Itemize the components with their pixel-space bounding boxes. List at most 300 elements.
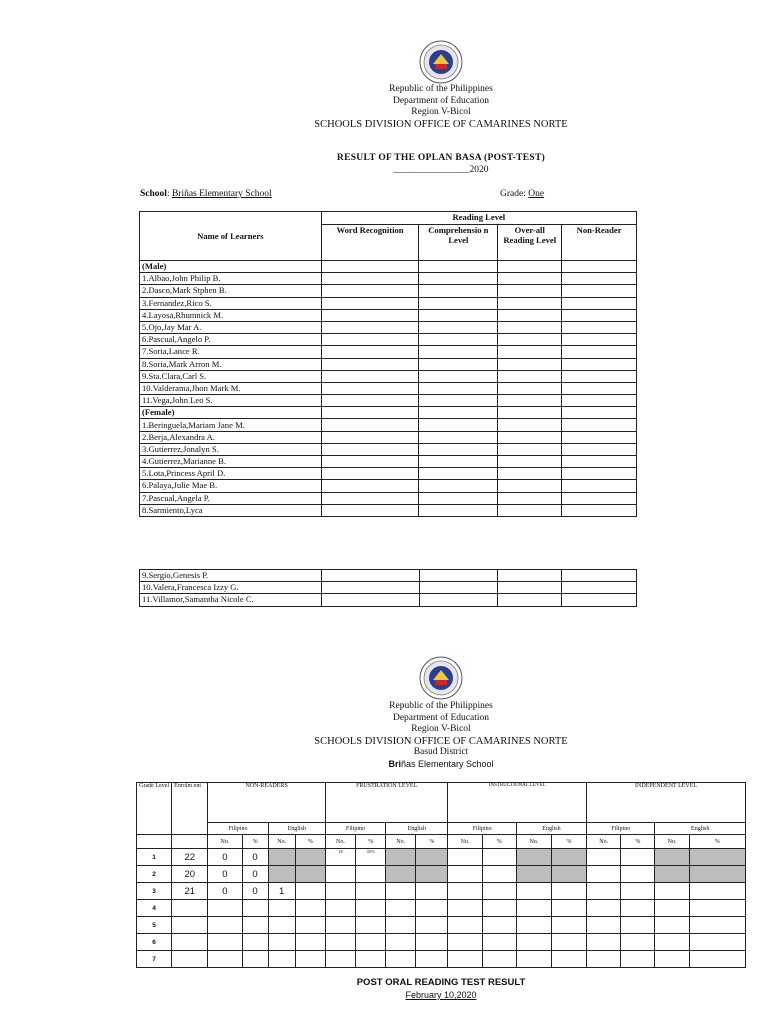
summary-cell: [448, 917, 482, 934]
cell-grade: 5: [137, 917, 172, 934]
reading-cell: [562, 382, 637, 394]
summary-cell: [655, 849, 689, 866]
reading-cell: [419, 395, 498, 407]
table-row: [140, 273, 637, 285]
summary-cell: [386, 883, 416, 900]
table-row: [140, 570, 637, 582]
table-row: [140, 419, 637, 431]
female-cont-rows: [140, 570, 637, 607]
col-no: No.: [516, 835, 551, 849]
male-section-row: [140, 261, 637, 273]
cell-nr-eng-no: [268, 951, 295, 968]
summary-cell: [295, 883, 325, 900]
summary-cell: [356, 883, 386, 900]
reading-cell: [321, 570, 419, 582]
summary-cell: [689, 866, 745, 883]
reading-cell: [419, 456, 498, 468]
summary-cell: [587, 917, 621, 934]
header-1: [234, 84, 648, 130]
reading-cell: [562, 431, 637, 443]
cell-nr-eng-no: [268, 866, 295, 883]
summary-cell: [516, 849, 551, 866]
header2-region: Region V-Bicol: [411, 724, 471, 734]
summary-row: [137, 866, 746, 883]
summary-cell: [551, 900, 586, 917]
cell-nr-eng-no: [268, 917, 295, 934]
cell-nr-fil-pct: [242, 934, 268, 951]
reading-cell: [562, 570, 637, 582]
reading-cell: [562, 443, 637, 455]
male-label: (Male): [140, 261, 322, 273]
summary-cell: [689, 934, 745, 951]
learner-name: 5.Lota,Princess April D.: [140, 468, 322, 480]
col-reading-level: Reading Level: [321, 212, 636, 225]
cell-grade: 3: [137, 883, 172, 900]
learner-name: 1.Beringuela,Mariam Jane M.: [140, 419, 322, 431]
summary-cell: [386, 849, 416, 866]
col-instructional: INSTRUCTIONAL LEVEL: [448, 783, 587, 823]
summary-cell: [416, 934, 448, 951]
summary-row: [137, 917, 746, 934]
summary-cell: [325, 866, 355, 883]
summary-row: [137, 934, 746, 951]
reading-cell: [321, 382, 419, 394]
col-no: No.: [448, 835, 482, 849]
reading-cell: [498, 382, 562, 394]
cell-nr-fil-no: [208, 900, 242, 917]
learner-name: 6.Palaya,Julie Mae B.: [140, 480, 322, 492]
reading-cell: [562, 346, 637, 358]
summary-cell: [325, 917, 355, 934]
table-row: [140, 594, 637, 606]
table-row: [140, 492, 637, 504]
reading-cell: [498, 594, 562, 606]
learner-name: 4.Gutierrez,Marianne B.: [140, 456, 322, 468]
date-year: 2020: [469, 165, 489, 175]
learners-table-continued: [139, 569, 637, 607]
summary-cell: [386, 917, 416, 934]
learner-name: 8.Soria,Mark Arron M.: [140, 358, 322, 370]
reading-cell: [419, 382, 498, 394]
reading-cell: [498, 334, 562, 346]
summary-cell: [356, 900, 386, 917]
col-non-readers: NON-READERS: [208, 783, 326, 823]
grade-line: [500, 189, 544, 199]
header2-school: [234, 759, 648, 771]
summary-cell: [587, 934, 621, 951]
col-no: No.: [655, 835, 689, 849]
reading-cell: [321, 395, 419, 407]
reading-cell: [498, 431, 562, 443]
summary-cell: [587, 951, 621, 968]
reading-cell: [562, 419, 637, 431]
reading-cell: [498, 273, 562, 285]
col-grade-level: Grade Level: [137, 783, 172, 835]
table-header-row: [140, 212, 637, 225]
summary-language-row: [137, 823, 746, 835]
reading-cell: [562, 594, 637, 606]
summary-cell: [295, 866, 325, 883]
summary-cell: [621, 849, 655, 866]
reading-cell: [562, 468, 637, 480]
reading-cell: [321, 594, 419, 606]
summary-cell: [689, 849, 745, 866]
cell-nr-fil-pct: 0: [242, 883, 268, 900]
reading-cell: [498, 370, 562, 382]
cell-nr-eng-no: [268, 900, 295, 917]
grade-label: Grade: [500, 189, 524, 199]
deped-seal-1: [419, 40, 463, 89]
summary-rows: [137, 849, 746, 968]
summary-cell: [516, 951, 551, 968]
header2-department: Department of Education: [392, 712, 490, 723]
date-blank: ________________: [393, 165, 470, 175]
reading-cell: [562, 297, 637, 309]
col-overall: Over-all Reading Level: [498, 224, 562, 261]
col-no: No.: [386, 835, 416, 849]
summary-cell: [482, 866, 516, 883]
reading-cell: [419, 346, 498, 358]
summary-cell: [655, 934, 689, 951]
col-no: No.: [587, 835, 621, 849]
col-word-recognition: Word Recognition: [321, 224, 419, 261]
col-pct: %: [242, 835, 268, 849]
reading-cell: [419, 419, 498, 431]
footer-title: POST ORAL READING TEST RESULT: [356, 977, 526, 988]
summary-cell: [689, 917, 745, 934]
summary-cell: [621, 934, 655, 951]
male-rows: [140, 273, 637, 407]
cell-grade: 4: [137, 900, 172, 917]
cell-enrol: 21: [172, 883, 208, 900]
learner-name: 6.Pascual,Angelo P.: [140, 334, 322, 346]
reading-cell: [419, 431, 498, 443]
learner-name: 3.Gutierrez,Jonalyn S.: [140, 443, 322, 455]
table-row: [140, 582, 637, 594]
summary-cell: [295, 900, 325, 917]
col-pct: %: [482, 835, 516, 849]
cell-enrol: [172, 900, 208, 917]
cell-nr-fil-no: 0: [208, 849, 242, 866]
table-row: [140, 382, 637, 394]
reading-cell: [321, 273, 419, 285]
summary-cell: [325, 951, 355, 968]
cell-nr-fil-no: 0: [208, 866, 242, 883]
table-row: [140, 334, 637, 346]
summary-cell: [516, 900, 551, 917]
reading-cell: [419, 492, 498, 504]
summary-cell: [516, 883, 551, 900]
summary-cell: [295, 934, 325, 951]
table-row: [140, 370, 637, 382]
summary-cell: [516, 917, 551, 934]
grade-sep: :: [523, 189, 529, 199]
header-republic: Republic of the Philippines: [389, 84, 493, 94]
reading-cell: [419, 297, 498, 309]
col-frustration: FRUSTRATION LEVEL: [325, 783, 448, 823]
summary-cell: [356, 934, 386, 951]
summary-cell: [448, 934, 482, 951]
summary-cell: [448, 866, 482, 883]
col-enrolment: Enrolm ent: [172, 783, 208, 835]
learner-name: 1.Albao,John Philip B.: [140, 273, 322, 285]
table-row: [140, 443, 637, 455]
cell-grade: 6: [137, 934, 172, 951]
summary-cell: [482, 934, 516, 951]
summary-cell: [621, 866, 655, 883]
summary-cell: [621, 900, 655, 917]
reading-cell: [562, 456, 637, 468]
reading-cell: [321, 309, 419, 321]
col-pct: %: [551, 835, 586, 849]
table-row: [140, 395, 637, 407]
summary-cell: [587, 900, 621, 917]
cell-nr-eng-no: 1: [268, 883, 295, 900]
summary-cell: [295, 849, 325, 866]
reading-cell: [419, 504, 498, 516]
table-row: [140, 468, 637, 480]
female-rows: [140, 419, 637, 517]
header-2: [234, 701, 648, 770]
learner-name: 10.Valderama,Jhon Mark M.: [140, 382, 322, 394]
reading-cell: [562, 395, 637, 407]
col-english: English: [516, 823, 586, 835]
cell-enrol: [172, 934, 208, 951]
learner-name: 7.Pascual,Angela P.: [140, 492, 322, 504]
cell-nr-fil-pct: [242, 900, 268, 917]
cell-enrol: [172, 951, 208, 968]
header2-division: SCHOOLS DIVISION OFFICE OF CAMARINES NORTE: [314, 735, 568, 747]
summary-cell: [482, 917, 516, 934]
document-title: RESULT OF THE OPLAN BASA (POST-TEST): [336, 153, 546, 163]
document-date: [234, 165, 648, 175]
reading-cell: [321, 468, 419, 480]
learner-name: 2.Berja,Alexandra A.: [140, 431, 322, 443]
table-row: [140, 309, 637, 321]
col-no: No.: [208, 835, 242, 849]
female-label: (Female): [140, 407, 322, 419]
summary-cell: [416, 883, 448, 900]
summary-cell: [416, 866, 448, 883]
deped-seal-2: [419, 656, 463, 705]
cell-enrol: 20: [172, 866, 208, 883]
summary-header-row: [137, 783, 746, 823]
learner-name: 11.Villamor,Samantha Nicole C.: [140, 594, 322, 606]
school-line: [140, 189, 272, 199]
cell-grade: 2: [137, 866, 172, 883]
summary-cell: [386, 951, 416, 968]
cell-enrol: [172, 917, 208, 934]
col-independent: INDEPENDENT LEVEL: [587, 783, 746, 823]
summary-cell: [356, 951, 386, 968]
learner-name: 8.Sarmiento,Lyca: [140, 504, 322, 516]
cell-grade: 1: [137, 849, 172, 866]
col-pct: %: [621, 835, 655, 849]
reading-cell: [498, 504, 562, 516]
cell-nr-fil-no: [208, 951, 242, 968]
summary-cell: 18: [325, 849, 355, 866]
col-english: English: [268, 823, 325, 835]
reading-cell: [498, 346, 562, 358]
col-no: No.: [268, 835, 295, 849]
summary-cell: [482, 883, 516, 900]
summary-cell: [386, 866, 416, 883]
learner-name: 4.Layosa,Rhumnick M.: [140, 309, 322, 321]
cell-nr-fil-pct: [242, 917, 268, 934]
summary-cell: [416, 900, 448, 917]
col-comprehension: Comprehensio n Level: [419, 224, 498, 261]
reading-cell: [562, 370, 637, 382]
cell-nr-fil-pct: 0: [242, 849, 268, 866]
learner-name: 9.Sergio,Genesis P.: [140, 570, 322, 582]
col-filipino: Filipino: [587, 823, 655, 835]
seal-icon: [419, 40, 463, 84]
reading-cell: [419, 334, 498, 346]
reading-cell: [321, 321, 419, 333]
reading-cell: [419, 582, 498, 594]
cell-enrol: 22: [172, 849, 208, 866]
summary-cell: [386, 900, 416, 917]
table-row: [140, 358, 637, 370]
summary-cell: [516, 934, 551, 951]
reading-cell: [419, 480, 498, 492]
reading-cell: [562, 480, 637, 492]
table-row: [140, 346, 637, 358]
col-pct: %: [295, 835, 325, 849]
reading-cell: [562, 582, 637, 594]
reading-cell: [562, 273, 637, 285]
reading-cell: [321, 297, 419, 309]
summary-cell: [551, 883, 586, 900]
school-sep: :: [166, 189, 172, 199]
reading-cell: [562, 321, 637, 333]
summary-cell: [482, 900, 516, 917]
summary-row: [137, 900, 746, 917]
reading-cell: [321, 419, 419, 431]
reading-cell: [498, 456, 562, 468]
reading-cell: [419, 309, 498, 321]
reading-cell: [321, 504, 419, 516]
reading-cell: [321, 370, 419, 382]
table-row: [140, 456, 637, 468]
reading-cell: [498, 492, 562, 504]
table-row: [140, 297, 637, 309]
summary-cell: [587, 849, 621, 866]
col-pct: %: [689, 835, 745, 849]
learner-name: 9.Sta.Clara,Carl S.: [140, 370, 322, 382]
summary-cell: [356, 917, 386, 934]
header2-republic: Republic of the Philippines: [389, 701, 493, 711]
summary-cell: [325, 934, 355, 951]
summary-cell: [295, 917, 325, 934]
footer-date: February 10,2020: [405, 990, 477, 1000]
summary-cell: [551, 849, 586, 866]
reading-cell: [321, 431, 419, 443]
female-section-row: [140, 407, 637, 419]
reading-cell: [562, 309, 637, 321]
summary-cell: [551, 951, 586, 968]
header-department: Department of Education: [392, 95, 490, 106]
cell-nr-eng-no: [268, 934, 295, 951]
summary-cell: [482, 951, 516, 968]
summary-cell: [448, 883, 482, 900]
cell-nr-fil-pct: 0: [242, 866, 268, 883]
col-filipino: Filipino: [208, 823, 268, 835]
reading-cell: [321, 492, 419, 504]
summary-row: [137, 883, 746, 900]
table-row: [140, 285, 637, 297]
summary-cell: [416, 917, 448, 934]
reading-cell: [321, 285, 419, 297]
summary-cell: [689, 900, 745, 917]
header-division: SCHOOLS DIVISION OFFICE OF CAMARINES NORTE: [314, 118, 568, 130]
summary-cell: [655, 866, 689, 883]
grade-value: One: [528, 189, 545, 199]
reading-cell: [562, 285, 637, 297]
summary-cell: [386, 934, 416, 951]
col-filipino: Filipino: [448, 823, 516, 835]
reading-cell: [321, 582, 419, 594]
col-name-of-learners: Name of Learners: [140, 212, 322, 261]
learner-name: 5.Ojo,Jay Mar A.: [140, 321, 322, 333]
header2-school-rest: ñas Elementary School: [400, 758, 494, 769]
header2-school-bold: Bri: [388, 758, 401, 769]
reading-cell: [498, 570, 562, 582]
summary-cell: [689, 883, 745, 900]
reading-cell: [419, 370, 498, 382]
reading-cell: [498, 285, 562, 297]
summary-cell: [621, 883, 655, 900]
learner-name: 10.Valera,Francesca Izzy G.: [140, 582, 322, 594]
summary-cell: [325, 883, 355, 900]
reading-cell: [562, 504, 637, 516]
reading-cell: [419, 285, 498, 297]
summary-row: [137, 849, 746, 866]
col-filipino: Filipino: [325, 823, 385, 835]
summary-cell: [482, 849, 516, 866]
reading-cell: [419, 273, 498, 285]
cell-nr-fil-no: [208, 917, 242, 934]
reading-cell: [562, 334, 637, 346]
col-pct: %: [416, 835, 448, 849]
reading-cell: [419, 468, 498, 480]
cell-nr-eng-no: [268, 849, 295, 866]
reading-cell: [419, 321, 498, 333]
reading-cell: [321, 443, 419, 455]
summary-cell: [655, 951, 689, 968]
summary-cell: [655, 917, 689, 934]
reading-cell: [321, 480, 419, 492]
cell-nr-fil-pct: [242, 951, 268, 968]
summary-cell: [356, 866, 386, 883]
summary-cell: [587, 883, 621, 900]
learners-table: [139, 211, 637, 517]
table-row: [140, 480, 637, 492]
summary-cell: [655, 900, 689, 917]
reading-cell: [498, 582, 562, 594]
reading-cell: [498, 480, 562, 492]
header-region: Region V-Bicol: [411, 107, 471, 117]
col-english: English: [655, 823, 746, 835]
seal-icon: [419, 656, 463, 700]
reading-cell: [498, 321, 562, 333]
learner-name: 3.Fernandez,Rico S.: [140, 297, 322, 309]
summary-cell: [551, 934, 586, 951]
cell-nr-fil-no: [208, 934, 242, 951]
reading-cell: [419, 570, 498, 582]
reading-cell: [498, 468, 562, 480]
reading-cell: [321, 456, 419, 468]
